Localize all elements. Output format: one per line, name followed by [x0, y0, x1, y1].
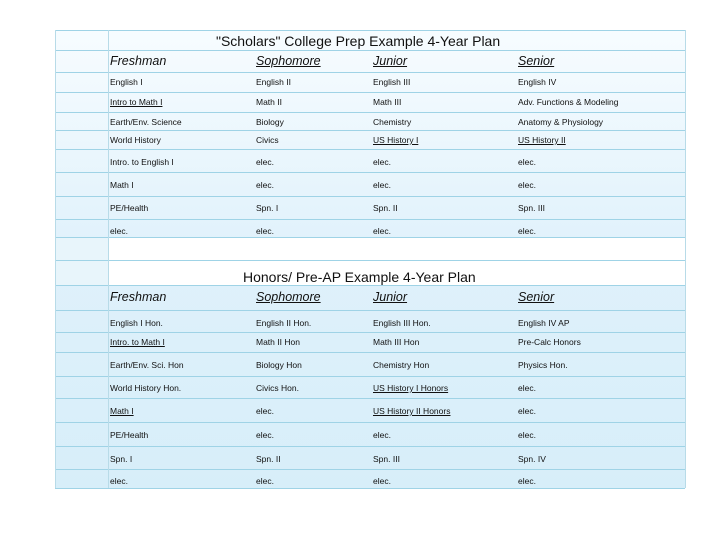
grid-row-line [55, 30, 685, 31]
plan1-cell: PE/Health [110, 203, 149, 213]
grid-row-line [55, 260, 685, 261]
plan1-header-sophomore: Sophomore [256, 54, 321, 68]
plan2-header-sophomore: Sophomore [256, 290, 321, 304]
plan1-cell: English III [373, 77, 411, 87]
grid-row-line [55, 285, 685, 286]
plan1-cell: English IV [518, 77, 557, 87]
plan2-cell: Math III Hon [373, 337, 420, 347]
plan2-cell: elec. [518, 430, 536, 440]
grid-row-line [55, 149, 685, 150]
plan2-cell: elec. [256, 406, 274, 416]
plan2-title: Honors/ Pre-AP Example 4-Year Plan [243, 269, 476, 285]
grid-row-line [55, 376, 685, 377]
grid-row-line [55, 422, 685, 423]
grid-row-line [55, 92, 685, 93]
plan2-cell: Physics Hon. [518, 360, 568, 370]
spacer-left [55, 237, 108, 285]
plan1-cell: Intro to Math I [110, 97, 163, 107]
plan1-cell: Anatomy & Physiology [518, 117, 604, 127]
plan1-cell: Earth/Env. Science [110, 117, 182, 127]
plan2-cell: elec. [518, 476, 536, 486]
grid-row-line [55, 112, 685, 113]
plan2-header-junior: Junior [373, 290, 408, 304]
grid-row-line [55, 352, 685, 353]
grid-row-line [55, 237, 685, 238]
grid-col-line [55, 30, 56, 488]
plan2-cell: elec. [373, 430, 391, 440]
plan2-cell: English IV AP [518, 318, 570, 328]
grid-row-line [55, 310, 685, 311]
plan1-cell: Math I [110, 180, 134, 190]
plan2-cell: Civics Hon. [256, 383, 299, 393]
plan1-cell: Spn. III [518, 203, 545, 213]
plan1-cell: World History [110, 135, 161, 145]
plan2-cell: elec. [256, 476, 274, 486]
plan2-cell: Math II Hon [256, 337, 300, 347]
plan1-cell: elec. [256, 157, 274, 167]
grid-col-line [685, 30, 686, 488]
grid-col-line [108, 30, 109, 488]
plan1-cell: Math III [373, 97, 402, 107]
plan1-title: "Scholars" College Prep Example 4-Year Plan [216, 33, 501, 49]
plan2-cell: US History II Honors [373, 406, 451, 416]
plan2-cell: elec. [373, 476, 391, 486]
plan2-cell: English III Hon. [373, 318, 431, 328]
grid-row-line [55, 219, 685, 220]
plan2-cell: English I Hon. [110, 318, 163, 328]
grid-row-line [55, 172, 685, 173]
grid-row-line [55, 488, 685, 489]
plan2-cell: Biology Hon [256, 360, 302, 370]
grid-row-line [55, 50, 685, 51]
plan2-cell: Pre-Calc Honors [518, 337, 581, 347]
plan1-cell: elec. [518, 157, 536, 167]
plan2-header-senior: Senior [518, 290, 555, 304]
plan1-cell: elec. [518, 226, 536, 236]
plan2-cell: Spn. I [110, 454, 133, 464]
plan2-cell: US History I Honors [373, 383, 449, 393]
plan1-cell: elec. [256, 226, 274, 236]
plan1-cell: elec. [373, 226, 391, 236]
plan2-cell: Math I [110, 406, 134, 416]
plan2-cell: English II Hon. [256, 318, 312, 328]
grid-row-line [55, 130, 685, 131]
plan1-header-junior: Junior [373, 54, 408, 68]
plan2-cell: elec. [518, 383, 536, 393]
plan2-cell: World History Hon. [110, 383, 182, 393]
plan1-cell: Intro. to English I [110, 157, 174, 167]
grid-row-line [55, 332, 685, 333]
plan2-cell: Chemistry Hon [373, 360, 430, 370]
plan1-cell: Biology [256, 117, 284, 127]
plan2-cell: Spn. III [373, 454, 400, 464]
plan1-cell: English II [256, 77, 291, 87]
grid-row-line [55, 446, 685, 447]
grid-row-line [55, 196, 685, 197]
plan1-cell: elec. [110, 226, 128, 236]
plan1-cell: US History I [373, 135, 419, 145]
plan1-cell: Chemistry [373, 117, 412, 127]
plan1-cell: Spn. II [373, 203, 398, 213]
plan1-cell: Civics [256, 135, 279, 145]
plan1-cell: Spn. I [256, 203, 279, 213]
plan2-header-freshman: Freshman [110, 290, 167, 304]
plan1-header-freshman: Freshman [110, 54, 167, 68]
plan2-cell: Spn. IV [518, 454, 546, 464]
plan1-cell: Adv. Functions & Modeling [518, 97, 619, 107]
grid-row-line [55, 469, 685, 470]
plan2-cell: elec. [518, 406, 536, 416]
plan2-cell: Earth/Env. Sci. Hon [110, 360, 184, 370]
plan1-cell: elec. [518, 180, 536, 190]
plan2-cell: elec. [256, 430, 274, 440]
plan1-header-senior: Senior [518, 54, 555, 68]
plan1-cell: elec. [373, 180, 391, 190]
plan1-cell: US History II [518, 135, 566, 145]
plan1-cell: elec. [256, 180, 274, 190]
plan2-cell: PE/Health [110, 430, 149, 440]
plan1-cell: elec. [373, 157, 391, 167]
grid-row-line [55, 398, 685, 399]
plan2-cell: elec. [110, 476, 128, 486]
grid-row-line [55, 72, 685, 73]
plan1-cell: Math II [256, 97, 282, 107]
plan2-cell: Intro. to Math I [110, 337, 165, 347]
plan2-cell: Spn. II [256, 454, 281, 464]
plan1-cell: English I [110, 77, 143, 87]
